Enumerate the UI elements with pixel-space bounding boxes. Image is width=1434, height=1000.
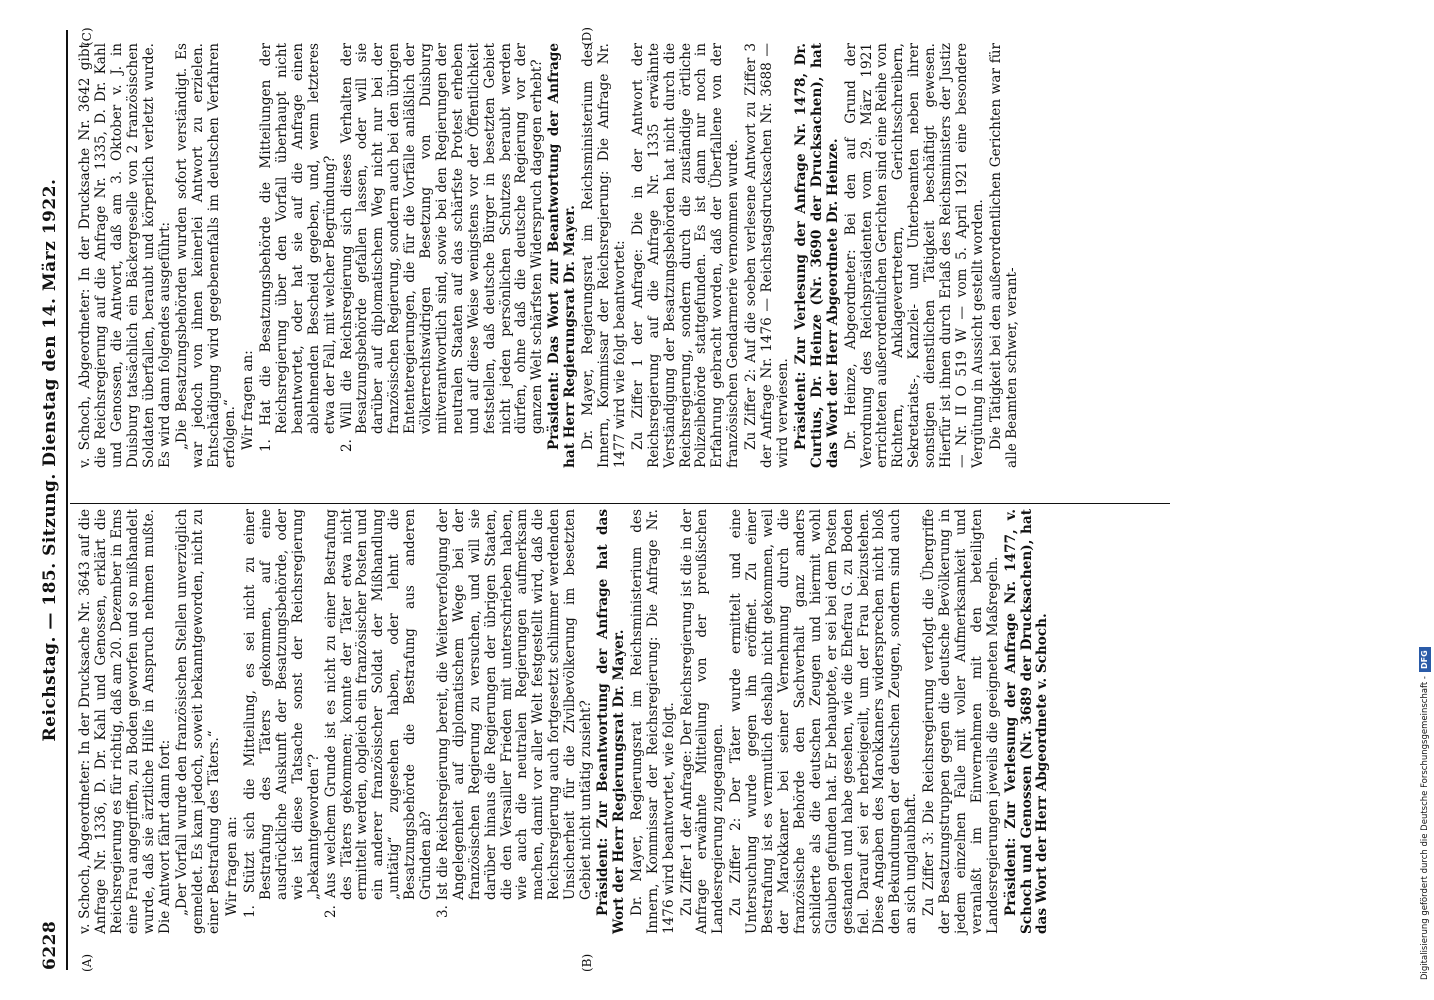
paragraph: Dr. Mayer, Regierungsrat im Reichsministerium des Innern, Kommissar der Reichsregierung: Die Anfrage Nr. 1476 wird beantwortet, wie folgt. (628, 509, 677, 934)
paragraph: Zu Ziffer 2: Auf die soeben verlesene Antwort zu Ziffer 3 der Anfrage Nr. 1476 — Reichstagsdrucksachen Nr. 3688 — wird verwiesen. (743, 43, 791, 468)
page-header (40, 30, 66, 970)
paragraph: Zu Ziffer 1 der Anfrage: Die in der Antwort der Reichsregierung auf die Anfrage Nr. 1335 erwähnte Verständigung der Besatzungsbehörden hat nicht durch die Reichsregierung, sondern durch die zuständige örtliche Polizeibehörde stattgefunden. Es ist dann nur noch in Erfahrung gebracht worden, daß der Überfallene von der französischen Gendarmerie vernommen wurde. (629, 43, 742, 468)
paragraph: „Der Vorfall wurde den französischen Stellen unverzüglich gemeldet. Es kam jedoch, soweit bekanntgeworden, nicht zu einer Bestrafung des Täters.“ (174, 509, 223, 934)
list-item: 2. Aus welchem Grunde ist es nicht zu einer Bestrafung des Täters gekommen; konnte der Täter etwa nicht ermittelt werden, obgleich ein französischer Posten und ein anderer französischer Soldat der Mißhandlung „untätig“ zugesehen haben, oder lehnt die Besatzungsbehörde die Bestrafung aus anderen Gründen ab? (322, 509, 435, 918)
paragraph: Die Tätigkeit bei den außerordentlichen Gerichten war für alle Beamten schwer, verant- (987, 43, 1020, 468)
paragraph: v. Schoch, Abgeordneter: In der Drucksache Nr. 3642 gibt die Reichsregierung auf die Anfrage Nr. 1335, D. Dr. Kahl und Genossen, die Antwort, daß am 3. Oktober v. J. in Duisburg tatsächlich ein Bäckergeselle von 2 französischen Soldaten überfallen, beraubt und körperlich verletzt wurde. Es wird dann folgendes ausgeführt: (77, 43, 173, 468)
column-divider (70, 503, 1170, 504)
paragraph: v. Schoch, Abgeordneter: In der Drucksache Nr. 3643 auf die Anfrage Nr. 1336, D. Dr. Kahl und Genossen, erklärt die Reichsregierung es für richtig, daß am 20. Dezember in Ems eine Frau angegriffen, zu Boden geworfen und so mißhandelt wurde, daß sie ärztliche Hilfe in Anspruch nehmen mußte. Die Antwort fährt dann fort: (77, 509, 173, 934)
paragraph: Präsident: Zur Beantwortung der Anfrage hat das Wort der Herr Regierungsrat Dr. Mayer. (595, 509, 627, 934)
header-rule (66, 30, 68, 970)
list-item: 1. Hat die Besatzungsbehörde die Mitteilungen der Reichsregierung über den Vorfall überhaupt nicht beantwortet, oder hat sie auf die Anfrage einen ablehnenden Bescheid gegeben, und, wenn letzteres etwa der Fall, mit welcher Begründung? (257, 43, 338, 452)
paragraph: Dr. Heinze, Abgeordneter: Bei den auf Grund der Verordnung des Reichspräsidenten vom 29. März 1921 errichteten außerordentlichen Gerichten sind eine Reihe von Richtern, Anklagevertretern, Gerichtsschreibern, Sekretariats-, Kanzlei- und Unterbeamten neben ihrer sonstigen dienstlichen Tätigkeit beschäftigt gewesen. Hierfür ist ihnen durch Erlaß des Reichsministers der Justiz — Nr. II O 519 W — vom 5. April 1921 eine besondere Vergütung in Aussicht gestellt worden. (842, 43, 986, 468)
list-item: 3. Ist die Reichsregierung bereit, die Weiterverfolgung der Angelegenheit auf diplomatischem Wege bei der französischen Regierung zu versuchen, und will sie darüber hinaus die Regierungen der übrigen Staaten, die den Versailler Frieden mit unterschrieben haben, wie auch die neutralen Regierungen aufmerksam machen, damit vor aller Welt festgestellt wird, daß die Reichsregierung auch fortgesetzt schlimmer werdenden Unsicherheit für die Zivilbevölkerung im besetzten Gebiet nicht untätig zusieht? (434, 509, 595, 918)
paragraph: Wir fragen an: (240, 350, 257, 450)
paragraph: Präsident: Zur Verlesung der Anfrage Nr. 1477, v. Schoch und Genossen (Nr. 3689 der Drucksachen), hat das Wort der Herr Abgeordnete v. Schoch. (1002, 509, 1051, 934)
right-column (78, 43, 1023, 468)
page-number: 6228 (40, 920, 60, 970)
left-column (78, 509, 1053, 934)
paragraph: Präsident: Zur Verlesung der Anfrage Nr. 1478, Dr. Curtius, Dr. Heinze (Nr. 3690 der Drucksachen), hat das Wort der Herr Abgeordnete Dr. Heinze. (792, 43, 841, 468)
list-item: 1. Stützt sich die Mitteilung, es sei nicht zu einer Bestrafung des Täters gekommen, auf eine ausdrückliche Auskunft der Besatzungsbehörde, oder wie ist diese Tatsache sonst der Reichsregierung „bekanntgeworden“? (242, 509, 322, 918)
page-title: Reichstag. — 185. Sitzung. Dienstag den 14. März 1922. (40, 178, 60, 742)
dfg-logo: DFG (1419, 647, 1431, 672)
credit-text: Digitalisierung gefördert durch die Deutsche Forschungsgemeinschaft - (1420, 676, 1430, 980)
margin-marker-b: (B) (580, 953, 594, 972)
paragraph: „Die Besatzungsbehörden wurden sofort verständigt. Es war jedoch von ihnen keinerlei Antwort zu erzielen. Entschädigung wird gegebenenfalls im deutschen Verfahren erfolgen.“ (174, 43, 239, 468)
paragraph: Zu Ziffer 1 der Anfrage: Der Reichsregierung ist die in der Anfrage erwähnte Mitteilung von der preußischen Landesregierung zugegangen. (678, 509, 727, 934)
paragraph: Dr. Mayer, Regierungsrat im Reichsministerium des Innern, Kommissar der Reichsregierung: Die Anfrage Nr. 1477 wird wie folgt beantwortet: (580, 43, 628, 468)
list-item: 2. Will die Reichsregierung sich dieses Verhalten der Besatzungsbehörde gefallen lassen, oder will sie darüber auf diplomatischem Weg nicht nur bei der französischen Regierung, sondern auch bei den übrigen Ententeregierungen, die für die Vorfälle anläßlich der völkerrechtswidrigen Besetzung von Duisburg mitverantwortlich sind, sowie bei den Regierungen der neutralen Staaten auf das schärfste Protest erheben und auf diese Weise wenigstens vor der Öffentlichkeit feststellen, daß deutsche Bürger in besetzten Gebiet nicht jeden persönlichen Schutzes beraubt werden dürfen, ohne daß die deutsche Regierung vor der ganzen Welt schärfsten Widerspruch dagegen erhebt? (338, 43, 546, 452)
paragraph: Zu Ziffer 3: Die Reichsregierung verfolgt die Übergriffe der Besatzungstruppen gegen die deutsche Bevölkerung in jedem einzelnen Falle mit voller Aufmerksamkeit und veranlaßt im Einvernehmen mit den beteiligten Landesregierungen jeweils die geeigneten Maßregeln. (921, 509, 1001, 934)
digitization-credit (1412, 20, 1430, 980)
margin-marker-c: (C) (80, 27, 94, 46)
margin-marker-a: (A) (80, 953, 94, 972)
paragraph: Wir fragen an: (224, 816, 241, 916)
paragraph: Präsident: Das Wort zur Beantwortung der Anfrage hat Herr Regierungsrat Dr. Mayer. (546, 43, 579, 468)
paragraph: Zu Ziffer 2: Der Täter wurde ermittelt und eine Untersuchung wurde gegen ihn eröffnet. Zu einer Bestrafung ist es vermutlich deshalb nicht gekommen, weil der Marokkaner bei seiner Vernehmung durch die französische Behörde den Sachverhalt ganz anders schilderte als die deutschen Zeugen und hiermit wohl Glauben gefunden hat. Er behauptete, er sei bei dem Posten gestanden und habe gesehen, wie die Ehefrau G. zu Boden fiel. Darauf sei er herbeigeeilt, um der Frau beizustehen. Diese Angaben des Marokkaners widersprechen nicht bloß den Bekundungen der deutschen Zeugen, sondern sind auch an sich unglaubhaft. (728, 509, 920, 934)
margin-marker-d: (D) (580, 27, 594, 46)
